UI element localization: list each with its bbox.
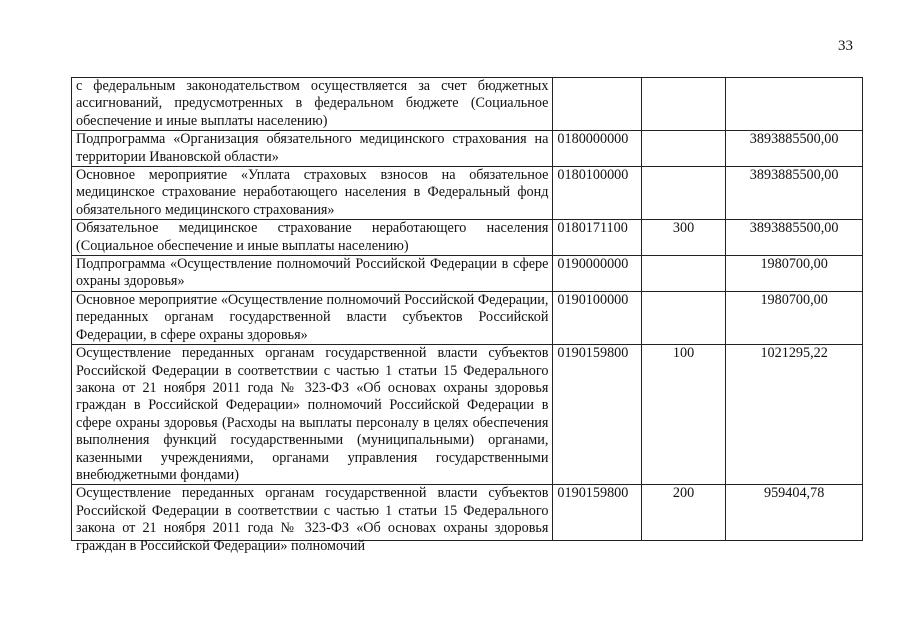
page-number: 33 xyxy=(838,38,853,54)
row-expense-kind xyxy=(641,256,725,292)
row-sum: 1980700,00 xyxy=(726,291,863,344)
row-name: Обязательное медицинское страхование неработающего населения (Социальное обеспечение и иные выплаты населению) xyxy=(72,220,553,256)
row-name: Подпрограмма «Осуществление полномочий Российской Федерации в сфере охраны здоровья» xyxy=(72,256,553,292)
row-expense-kind xyxy=(641,78,725,131)
table-row xyxy=(72,78,863,131)
row-name: Подпрограмма «Организация обязательного медицинского страхования на территории Ивановской области» xyxy=(72,131,553,167)
row-code: 0190159800 xyxy=(553,345,641,485)
budget-table xyxy=(71,77,863,554)
row-expense-kind: 100 xyxy=(641,345,725,485)
row-name: Осуществление переданных органам государственной власти субъектов Российской Федерации в соответствии с частью 1 статьи 15 Федерального закона от 21 ноября 2011 года № 323-ФЗ «Об основах охраны здоровья граждан в Российской Федерации» полномочий xyxy=(76,485,549,554)
row-expense-kind: 300 xyxy=(641,220,725,256)
row-sum xyxy=(726,78,863,131)
row-code: 0180000000 xyxy=(553,131,641,167)
table-row xyxy=(72,345,863,485)
table-row xyxy=(72,220,863,256)
table-row xyxy=(72,167,863,220)
row-expense-kind xyxy=(641,131,725,167)
row-code xyxy=(553,78,641,131)
table-row xyxy=(72,485,863,541)
row-name-cell xyxy=(72,485,553,554)
row-name: Осуществление переданных органам государственной власти субъектов Российской Федерации в соответствии с частью 1 статьи 15 Федерального закона от 21 ноября 2011 года № 323-ФЗ «Об основах охраны здоровья граждан в Российской Федерации» полномочий Российской Федерации в сфере охраны здоровья (Расходы на выплаты персоналу в целях обеспечения выполнения функций государственными (муниципальными) органами, казенными учреждениями, органами управления государственными внебюджетными фондами) xyxy=(72,345,553,485)
table-row xyxy=(72,256,863,292)
row-sum: 959404,78 xyxy=(726,485,863,541)
row-expense-kind xyxy=(641,167,725,220)
row-code: 0180171100 xyxy=(553,220,641,256)
row-expense-kind: 200 xyxy=(641,485,725,541)
row-expense-kind xyxy=(641,291,725,344)
row-code: 0180100000 xyxy=(553,167,641,220)
row-sum: 3893885500,00 xyxy=(726,220,863,256)
row-sum: 1021295,22 xyxy=(726,345,863,485)
row-code: 0190100000 xyxy=(553,291,641,344)
row-sum: 1980700,00 xyxy=(726,256,863,292)
table-row xyxy=(72,291,863,344)
row-sum: 3893885500,00 xyxy=(726,131,863,167)
row-name: Основное мероприятие «Осуществление полномочий Российской Федерации, переданных органам государственной власти субъектов Российской Федерации, в сфере охраны здоровья» xyxy=(72,291,553,344)
row-code: 0190159800 xyxy=(553,485,641,541)
row-sum: 3893885500,00 xyxy=(726,167,863,220)
row-code: 0190000000 xyxy=(553,256,641,292)
row-name: с федеральным законодательством осуществляется за счет бюджетных ассигнований, предусмотренных в федеральном бюджете (Социальное обеспечение и иные выплаты населению) xyxy=(72,78,553,131)
row-name: Основное мероприятие «Уплата страховых взносов на обязательное медицинское страхование неработающего населения в Федеральный фонд обязательного медицинского страхования» xyxy=(72,167,553,220)
table-row xyxy=(72,131,863,167)
